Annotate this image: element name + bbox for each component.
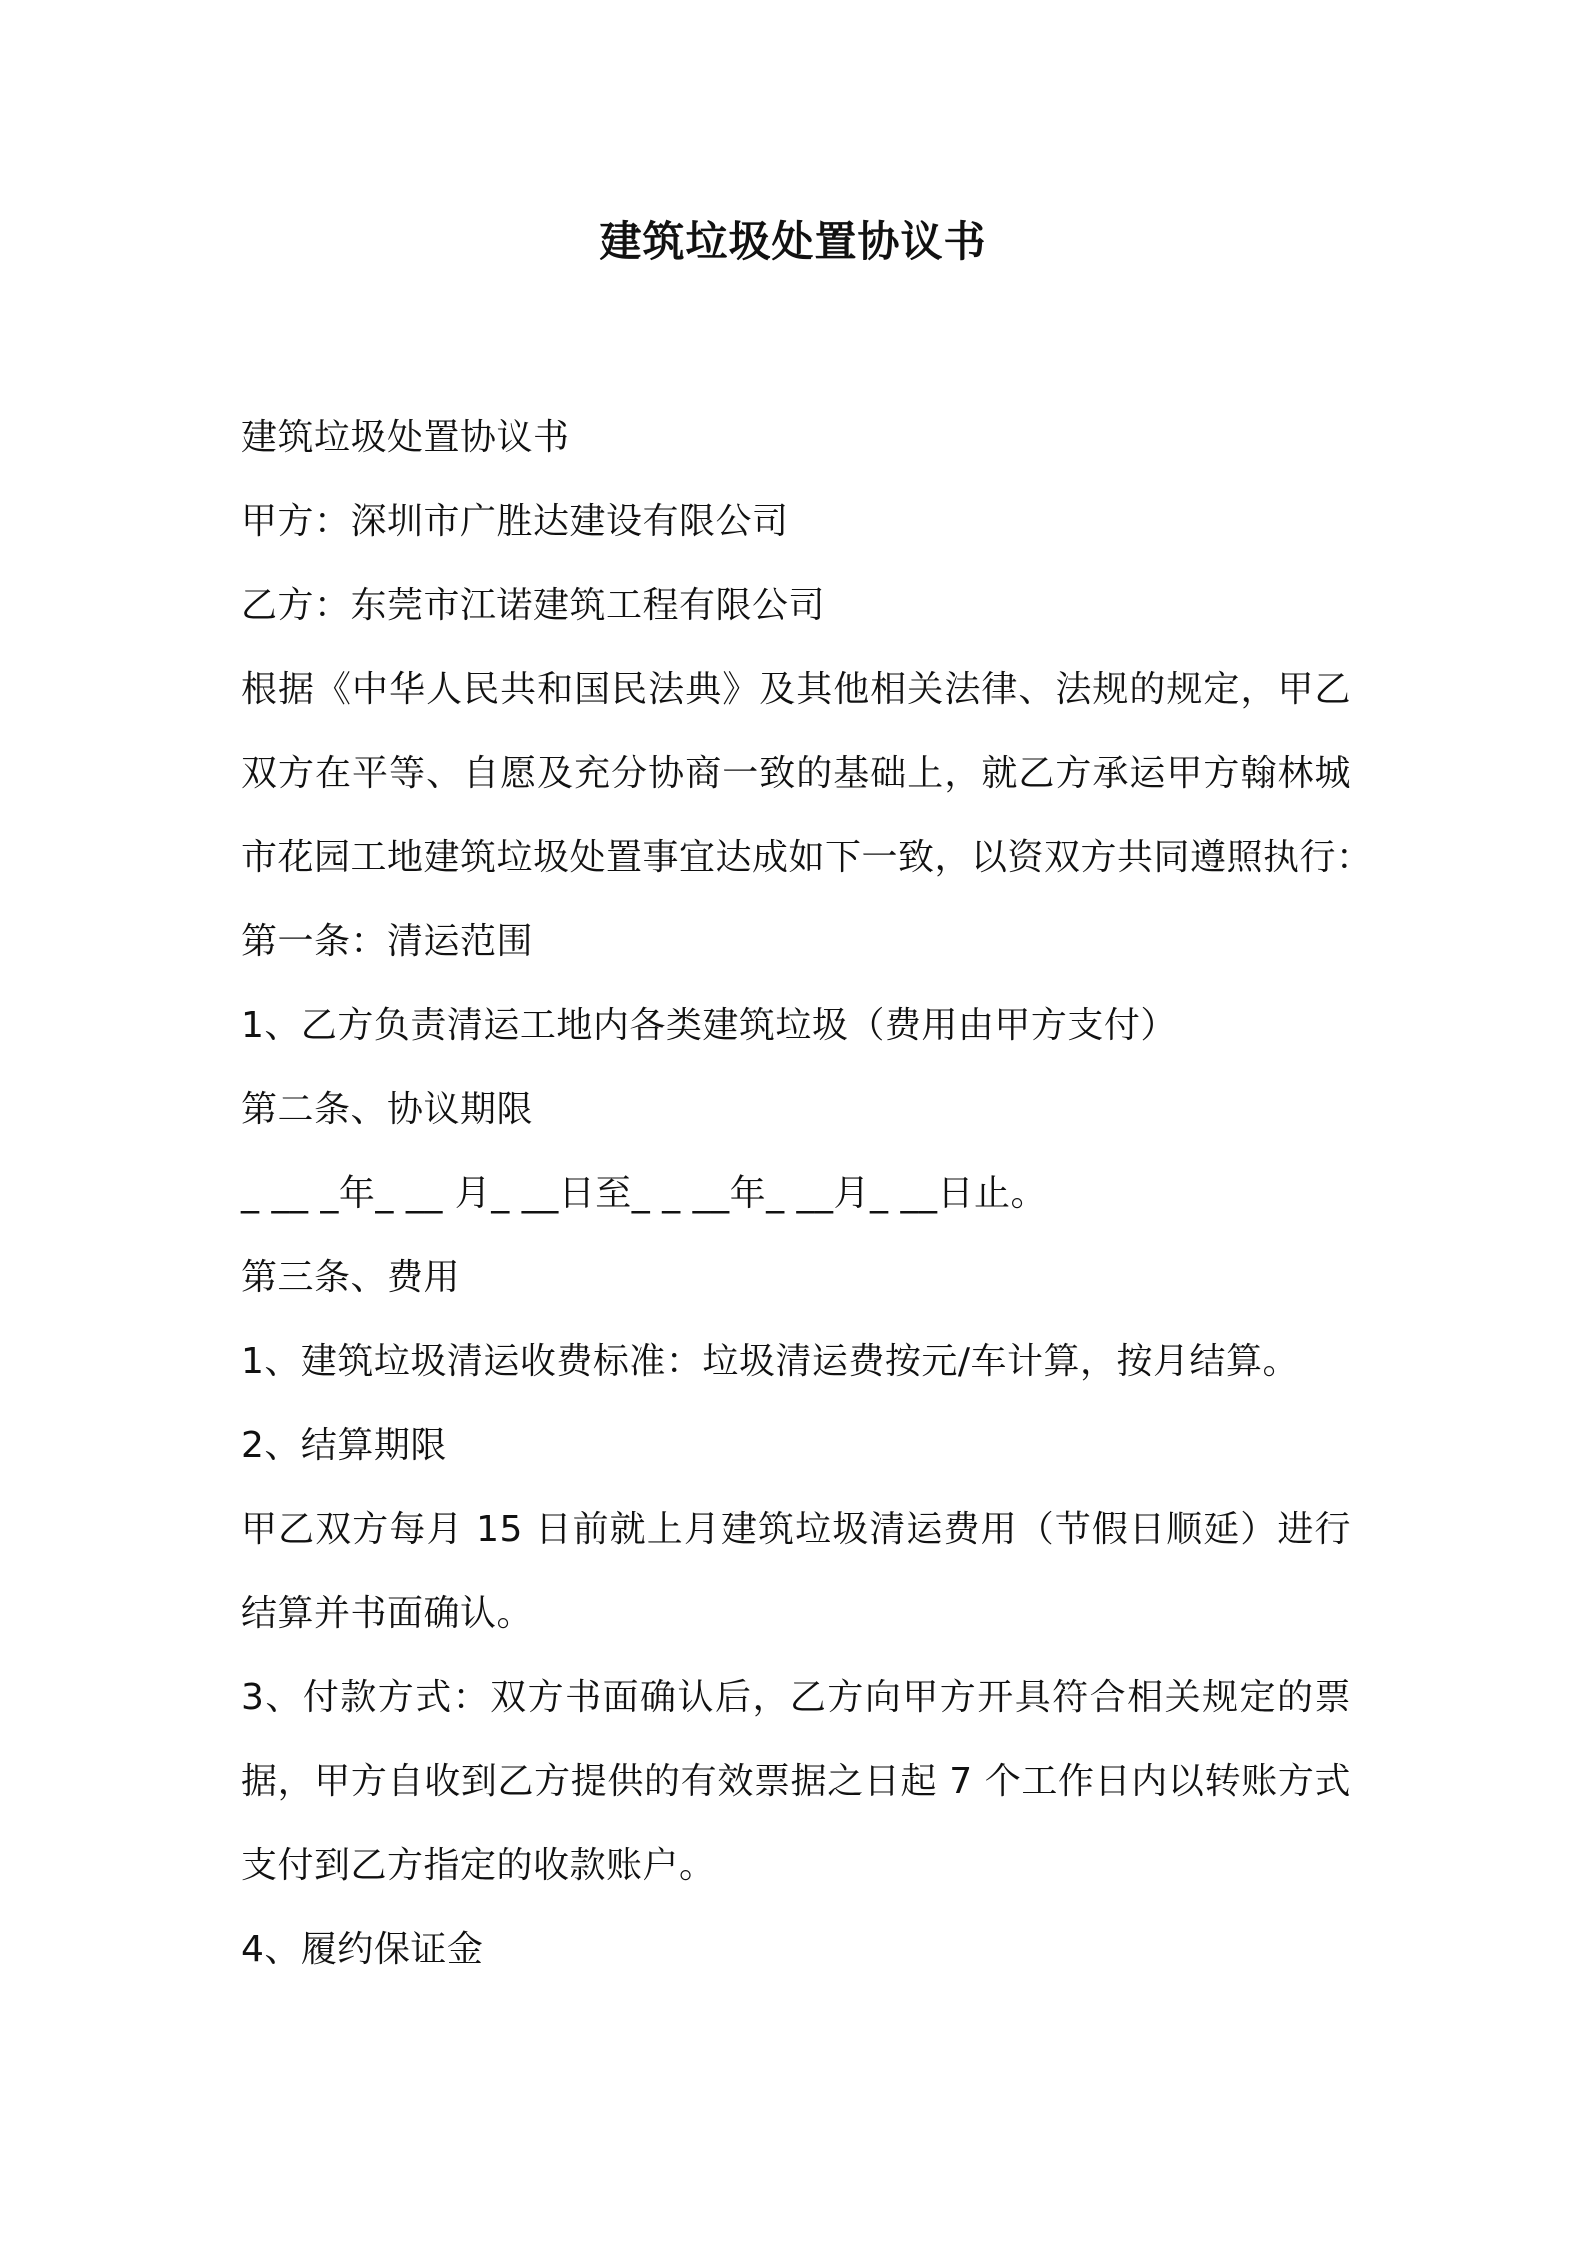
- party-a-line: 甲方：深圳市广胜达建设有限公司: [241, 501, 789, 542]
- payment-line-1: 3、付款方式：双方书面确认后，乙方向甲方开具符合相关规定的票: [241, 1677, 1351, 1718]
- preamble-line-2: 双方在平等、自愿及充分协商一致的基础上，就乙方承运甲方翰林城: [241, 753, 1351, 794]
- fee-item-1: 1、建筑垃圾清运收费标准：垃圾清运费按元/车计算，按月结算。: [241, 1341, 1300, 1382]
- preamble-line-3: 市花园工地建筑垃圾处置事宜达成如下一致，以资双方共同遵照执行：: [241, 837, 1373, 878]
- settlement-line-1: 甲乙双方每月 15 日前就上月建筑垃圾清运费用（节假日顺延）进行: [241, 1509, 1351, 1550]
- payment-line-2: 据，甲方自收到乙方提供的有效票据之日起 7 个工作日内以转账方式: [241, 1761, 1351, 1802]
- agreement-period-line: _ __ _年_ __ 月_ __日至_ _ __年_ __月_ __日止。: [241, 1173, 1047, 1214]
- fee-item-4-heading: 4、履约保证金: [241, 1929, 484, 1970]
- article-1-item-1: 1、乙方负责清运工地内各类建筑垃圾（费用由甲方支付）: [241, 1005, 1177, 1046]
- body-line-heading: 建筑垃圾处置协议书: [241, 417, 570, 458]
- document-title: 建筑垃圾处置协议书: [599, 217, 987, 266]
- article-2-heading: 第二条、协议期限: [241, 1089, 534, 1130]
- preamble-line-1: 根据《中华人民共和国民法典》及其他相关法律、法规的规定，甲乙: [241, 669, 1351, 710]
- party-b-line: 乙方：东莞市江诺建筑工程有限公司: [241, 585, 826, 626]
- fee-item-2-heading: 2、结算期限: [241, 1425, 447, 1466]
- settlement-line-2: 结算并书面确认。: [241, 1593, 534, 1634]
- article-3-heading: 第三条、费用: [241, 1257, 461, 1298]
- article-1-heading: 第一条：清运范围: [241, 921, 534, 962]
- payment-line-3: 支付到乙方指定的收款账户。: [241, 1845, 716, 1886]
